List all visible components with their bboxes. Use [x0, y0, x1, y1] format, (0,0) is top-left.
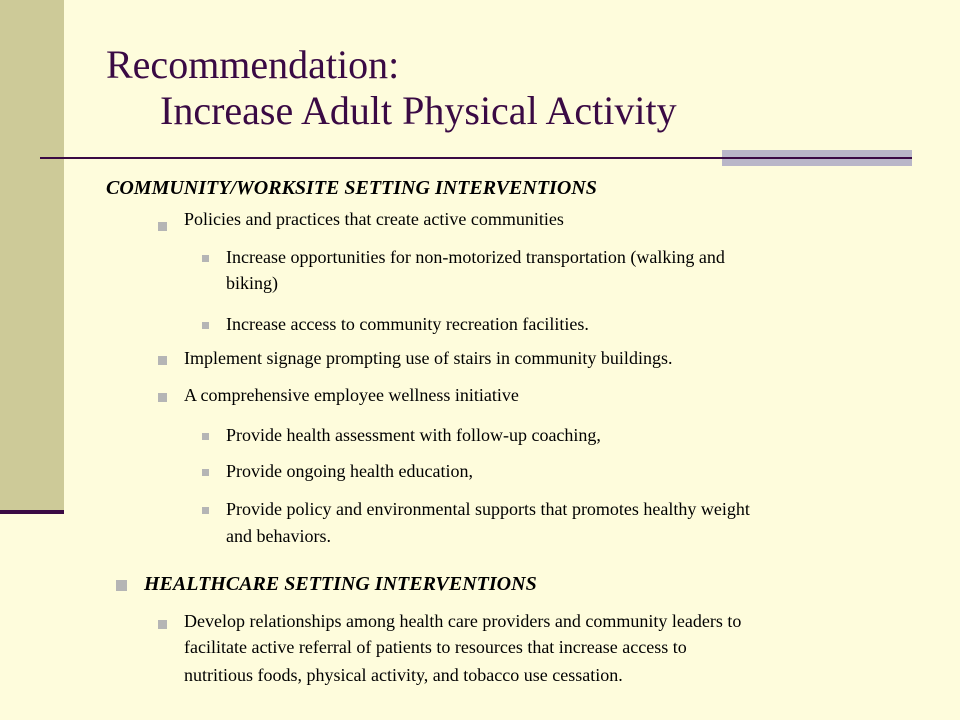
bullet-healthcare-line-3: nutritious foods, physical activity, and tobacco use cessation.: [184, 665, 623, 685]
bullet-healthcare-line-2: facilitate active referral of patients to resources that increase access to: [184, 637, 687, 657]
slide-title-line-1: Recommendation:: [106, 42, 400, 87]
sub-bullet-health-education: Provide ongoing health education,: [226, 461, 473, 481]
square-bullet-icon: [202, 433, 209, 440]
square-bullet-icon: [158, 356, 167, 365]
square-bullet-icon: [202, 255, 209, 262]
square-bullet-icon: [202, 507, 209, 514]
bullet-healthcare-line-1: Develop relationships among health care providers and community leaders to: [184, 611, 742, 631]
square-bullet-icon: [116, 580, 127, 591]
square-bullet-icon: [158, 222, 167, 231]
sub-bullet-non-motorized-line-2: biking): [226, 273, 278, 293]
bullet-employee-wellness: A comprehensive employee wellness initiative: [184, 385, 519, 405]
sub-bullet-non-motorized-line-1: Increase opportunities for non-motorized transportation (walking and: [226, 247, 725, 267]
sub-bullet-recreation-facilities: Increase access to community recreation facilities.: [226, 314, 589, 334]
bullet-stairs-signage: Implement signage prompting use of stairs in community buildings.: [184, 348, 673, 368]
square-bullet-icon: [202, 469, 209, 476]
section-heading-healthcare: HEALTHCARE SETTING INTERVENTIONS: [144, 573, 537, 595]
square-bullet-icon: [158, 393, 167, 402]
square-bullet-icon: [158, 620, 167, 629]
sub-bullet-health-assessment: Provide health assessment with follow-up coaching,: [226, 425, 601, 445]
bullet-policies-practices: Policies and practices that create active communities: [184, 209, 564, 229]
section-heading-community-worksite: COMMUNITY/WORKSITE SETTING INTERVENTIONS: [106, 177, 597, 199]
sub-bullet-policy-supports-line-1: Provide policy and environmental supports that promotes healthy weight: [226, 499, 750, 519]
square-bullet-icon: [202, 322, 209, 329]
sub-bullet-policy-supports-line-2: and behaviors.: [226, 526, 331, 546]
slide-title-line-2: Increase Adult Physical Activity: [160, 88, 677, 133]
